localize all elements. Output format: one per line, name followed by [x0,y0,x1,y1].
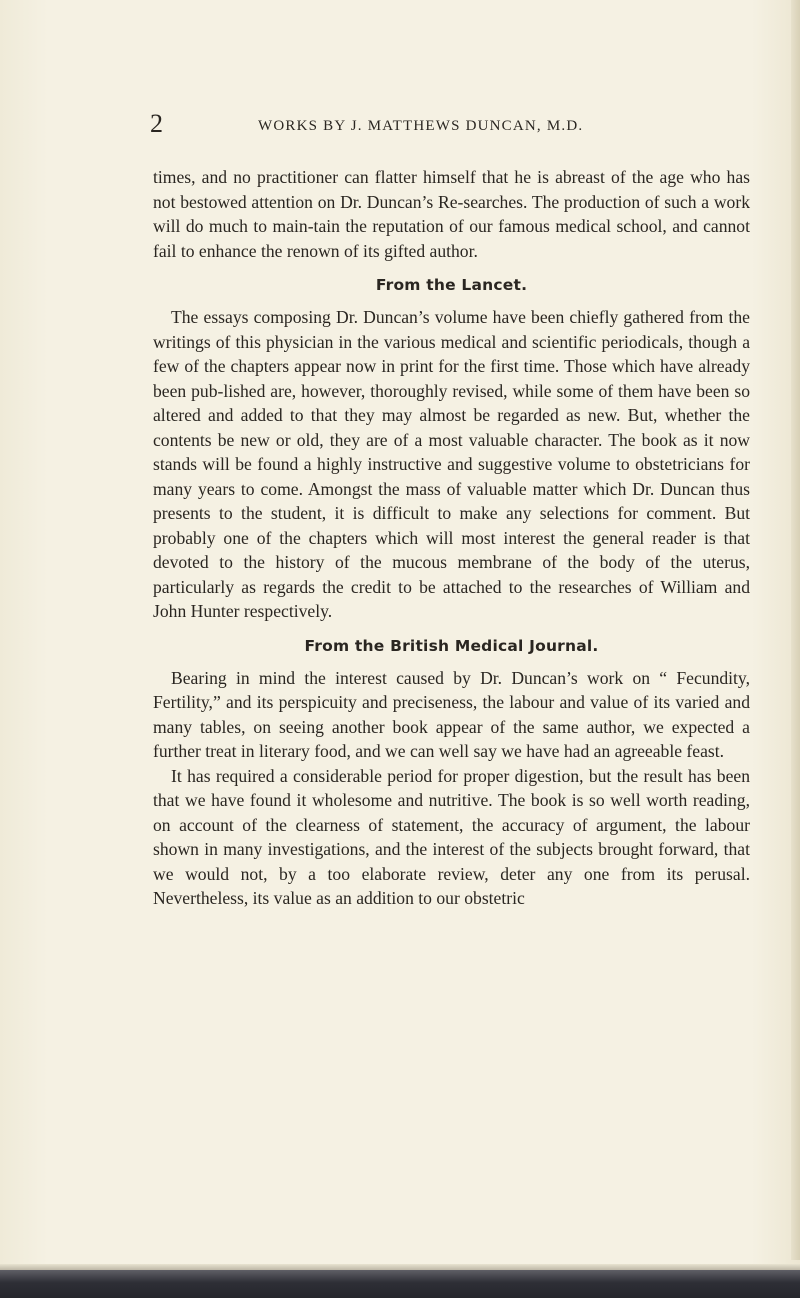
running-head [150,109,750,139]
bmj-paragraph-2: It has required a considerable period for proper digestion, but the result has been that we have found it wholesome and nutritive. The book is so well worth reading, on account of the clearness of statement, the accuracy of argument, the labour shown in many investigations, and the interest of the subjects brought forward, that we would not, by a too elaborate review, deter any one from its perusal. Nevertheless, its value as an addition to our obstetric [153,765,750,908]
section-heading-lancet: From the Lancet. [375,276,528,294]
section-heading-bmj: From the British Medical Journal. [304,636,599,655]
opening-paragraph: times, and no practitioner can flatter himself that he is abreast of the age who has not bestowed attention on Dr. Duncan’s Re-searches. The production of such a work will do much to main-tain the reputation of our famous medical school, and cannot fail to enhance the renown of its gifted author. [153,167,750,261]
page-number: 2 [150,109,163,138]
body-text [153,165,750,911]
bmj-paragraph-1: Bearing in mind the interest caused by Dr. Duncan’s work on “ Fecundity, Fertility,” and its perspicuity and preciseness, the labour and value of its varied and many tables, on seeing another book appear of the same author, we expected a further treat in literary food, and we can well say we have had an agreeable feast. [153,667,750,761]
running-head-title: WORKS BY J. MATTHEWS DUNCAN, M.D. [258,118,584,134]
page-edge-shadow [791,0,800,1260]
lancet-paragraph: The essays composing Dr. Duncan’s volume have been chiefly gathered from the writings of this physician in the various medical and scientific periodicals, though a few of the chapters appear now in print for the first time. Those which have already been pub-lished are, however, thoroughly revised, while some of them have been so altered and added to that they may almost be regarded as new. But, whether the contents be new or old, they are of a most valuable character. The book as it now stands will be found a highly instructive and suggestive volume to obstetricians for many years to come. Amongst the mass of valuable matter which Dr. Duncan thus presents to the student, it is difficult to make any selections for comment. But probably one of the chapters which will most interest the general reader is that devoted to the history of the mucous membrane of the body of the uterus, particularly as regards the credit to be attached to the researches of William and John Hunter respectively. [153,307,750,621]
scan-bottom-strip [0,1270,800,1298]
